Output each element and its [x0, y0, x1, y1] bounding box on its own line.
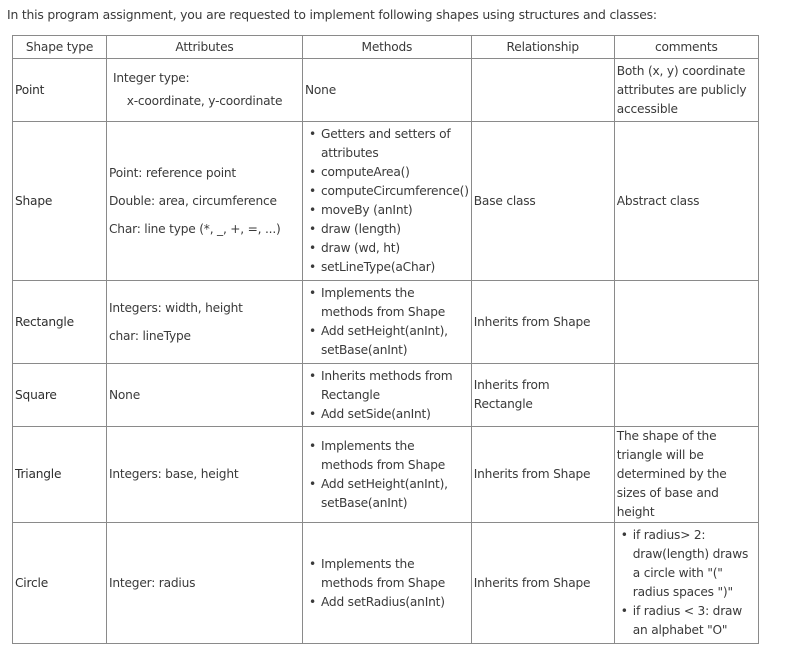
attribute-line: None — [109, 387, 140, 402]
methods-list — [305, 437, 469, 513]
shape-name-square: Square — [13, 364, 107, 427]
header-row — [13, 36, 759, 59]
methods-list — [305, 555, 469, 612]
methods-list — [305, 367, 469, 424]
attribute-line: Integers: base, height — [109, 467, 239, 481]
header-methods: Methods — [303, 36, 472, 59]
header-shape-type: Shape type — [13, 36, 107, 59]
list-item: • draw (length) — [321, 220, 469, 239]
relationship-cell: Base class — [471, 122, 614, 281]
attribute-line: Char: line type (*, _, +, =, ...) — [109, 221, 281, 236]
list-item: • draw (wd, ht) — [321, 239, 469, 258]
header-relationship: Relationship — [471, 36, 614, 59]
list-item: • if radius> 2: draw(length) draws a circle with "(" radius spaces ")" — [633, 526, 756, 602]
comments-list — [617, 526, 756, 640]
methods-cell — [303, 364, 472, 427]
list-item: • Add setHeight(anInt), setBase(anInt) — [321, 475, 469, 513]
relationship-cell — [471, 59, 614, 122]
shape-name-rectangle: Rectangle — [13, 281, 107, 364]
table-row — [13, 122, 759, 281]
attributes-cell — [107, 281, 303, 364]
attributes-cell — [107, 427, 303, 523]
comment-text: Both (x, y) coordinate attributes are publicly accessible — [616, 63, 747, 116]
list-item: • setLineType(aChar) — [321, 258, 469, 277]
intro-text: In this program assignment, you are requested to implement following shapes using structures and classes: — [7, 7, 657, 22]
comments-cell — [614, 59, 758, 122]
methods-list — [305, 284, 469, 360]
attribute-line: Integer type: — [113, 71, 190, 85]
methods-list — [305, 125, 469, 277]
list-item: • computeCircumference() — [321, 182, 469, 201]
list-item: • Getters and setters of attributes — [321, 125, 469, 163]
list-item: • computeArea() — [321, 163, 469, 182]
attribute-line: Integers: width, height — [109, 300, 243, 315]
shape-name-point: Point — [13, 59, 107, 122]
list-item: • Add setRadius(anInt) — [321, 593, 469, 612]
table-row — [13, 364, 759, 427]
list-item: • moveBy (anInt) — [321, 201, 469, 220]
table-row — [13, 427, 759, 523]
attributes-cell — [107, 122, 303, 281]
table-row — [13, 523, 759, 644]
header-comments: comments — [614, 36, 758, 59]
list-item: • Implements the methods from Shape — [321, 437, 469, 475]
comments-cell — [614, 523, 758, 644]
attribute-line: x-coordinate, y-coordinate — [126, 94, 283, 108]
table-row — [13, 59, 759, 122]
table-row — [13, 281, 759, 364]
methods-cell: None — [303, 59, 472, 122]
comments-cell: Abstract class — [614, 122, 758, 281]
comments-cell — [614, 281, 758, 364]
header-attributes: Attributes — [107, 36, 303, 59]
shape-name-shape: Shape — [13, 122, 107, 281]
attribute-line: char: lineType — [109, 328, 191, 343]
attributes-cell — [107, 364, 303, 427]
relationship-cell: Inherits from Shape — [471, 427, 614, 523]
methods-cell — [303, 523, 472, 644]
attribute-line: Point: reference point — [109, 165, 236, 180]
methods-cell — [303, 281, 472, 364]
comments-cell — [614, 364, 758, 427]
methods-cell — [303, 122, 472, 281]
relationship-cell: Inherits from Rectangle — [471, 364, 614, 427]
shapes-spec-table — [12, 35, 759, 644]
methods-cell — [303, 427, 472, 523]
attributes-cell — [107, 59, 303, 122]
list-item: • Add setSide(anInt) — [321, 405, 469, 424]
attribute-line: Integer: radius — [109, 575, 196, 590]
list-item: • Implements the methods from Shape — [321, 284, 469, 322]
list-item: • Add setHeight(anInt), setBase(anInt) — [321, 322, 469, 360]
list-item: • Inherits methods from Rectangle — [321, 367, 469, 405]
relationship-cell: Inherits from Shape — [471, 281, 614, 364]
attributes-cell — [107, 523, 303, 644]
relationship-cell: Inherits from Shape — [471, 523, 614, 644]
attribute-line: Double: area, circumference — [109, 193, 277, 208]
comments-cell — [614, 427, 758, 523]
shape-name-triangle: Triangle — [13, 427, 107, 523]
list-item: • Implements the methods from Shape — [321, 555, 469, 593]
list-item: • if radius < 3: draw an alphabet "O" — [633, 602, 756, 640]
comment-text: The shape of the triangle will be determined by the sizes of base and height — [616, 429, 727, 519]
shape-name-circle: Circle — [13, 523, 107, 644]
